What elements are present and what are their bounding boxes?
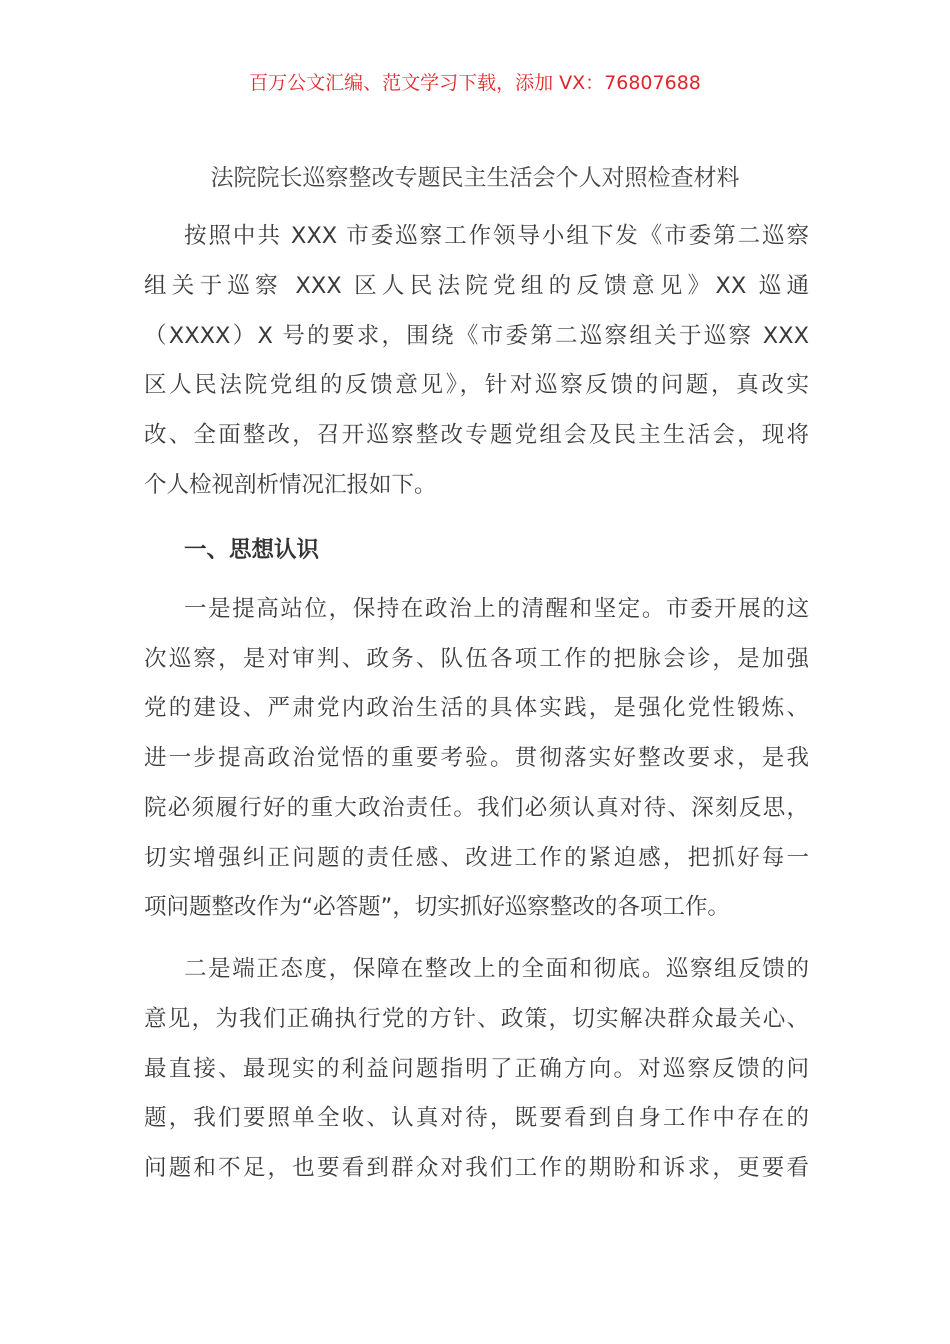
text-line: （XXXX）X 号的要求，围绕《市委第二巡察组关于巡察 XXX [144, 322, 809, 349]
text-line: 个人检视剖析情况汇报如下。 [144, 472, 437, 498]
text-line: 次巡察，是对审判、政务、队伍各项工作的把脉会诊，是加强 [144, 645, 809, 672]
text-line: 题，我们要照单全收、认真对待，既要看到自身工作中存在的 [144, 1105, 809, 1132]
text-line: 区人民法院党组的反馈意见》，针对巡察反馈的问题，真改实 [144, 372, 809, 399]
document-title: 法院院长巡察整改专题民主生活会个人对照检查材料 [210, 165, 740, 191]
text-line: 院必须履行好的重大政治责任。我们必须认真对待、深刻反思， [144, 794, 809, 821]
section-heading: 一、思想认识 [184, 537, 320, 563]
text-line: 问题和不足，也要看到群众对我们工作的期盼和诉求，更要看 [144, 1155, 809, 1182]
text-line: 一是提高站位，保持在政治上的清醒和坚定。市委开展的这 [184, 596, 809, 622]
text-line: 二是端正态度，保障在整改上的全面和彻底。巡察组反馈的 [184, 956, 809, 982]
text-line: 意见，为我们正确执行党的方针、政策，切实解决群众最关心、 [144, 1005, 809, 1032]
text-line: 组关于巡察 XXX 区人民法院党组的反馈意见》XX 巡通 [144, 272, 809, 299]
text-line: 项问题整改作为“必答题”，切实抓好巡察整改的各项工作。 [144, 894, 730, 921]
text-line: 党的建设、严肃党内政治生活的具体实践，是强化党性锻炼、 [144, 695, 809, 722]
text-line: 进一步提高政治觉悟的重要考验。贯彻落实好整改要求，是我 [144, 745, 809, 772]
text-line: 按照中共 XXX 市委巡察工作领导小组下发《市委第二巡察 [184, 223, 809, 249]
header-notice: 百万公文汇编、范文学习下载，添加 VX：76807688 [249, 72, 701, 94]
text-line: 切实增强纠正问题的责任感、改进工作的紧迫感，把抓好每一 [144, 844, 809, 871]
text-line: 改、全面整改，召开巡察整改专题党组会及民主生活会，现将 [144, 422, 809, 449]
text-line: 最直接、最现实的利益问题指明了正确方向。对巡察反馈的问 [144, 1055, 809, 1082]
